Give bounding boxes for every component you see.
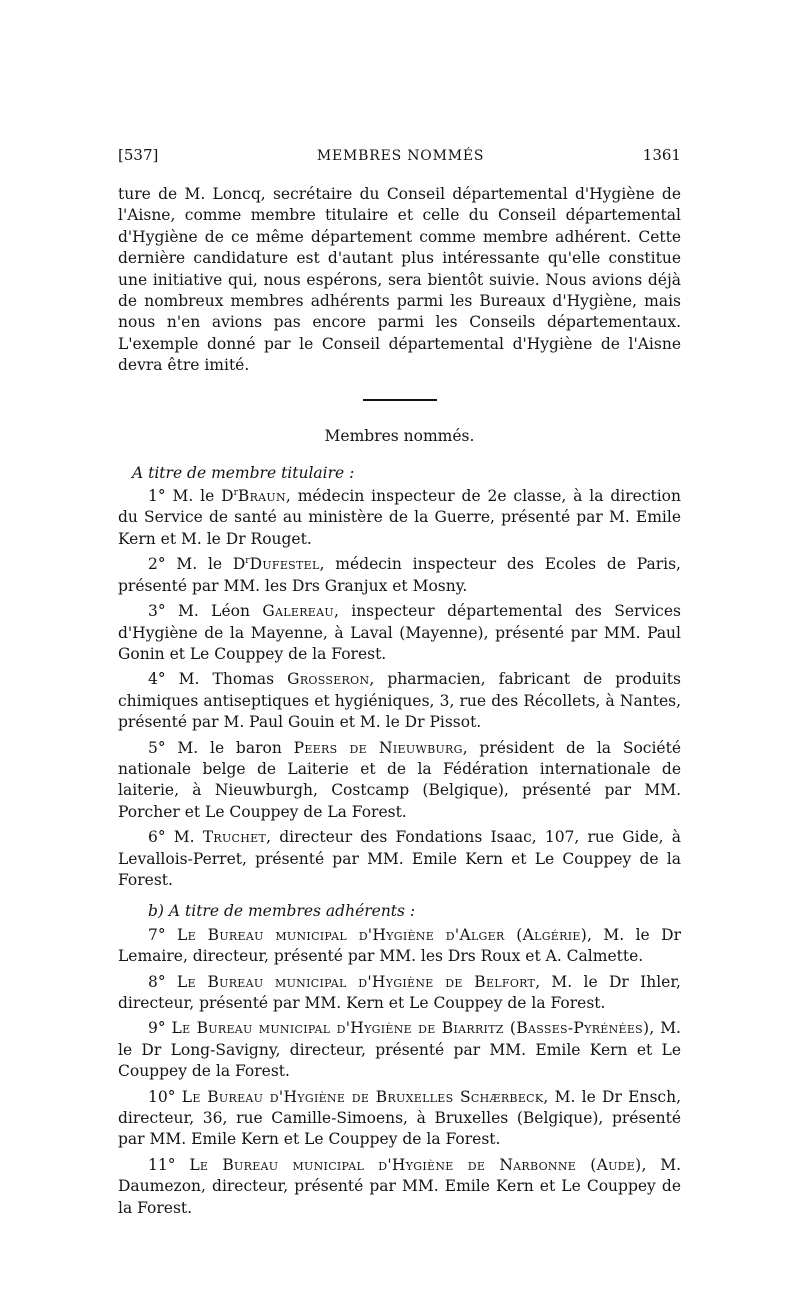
- entry-number: 11°: [148, 1155, 190, 1174]
- entry-name: Le Bureau municipal d'Hygiène de Biarritz (Basses-Pyrénées): [171, 1019, 650, 1038]
- entry-number: 10°: [148, 1087, 182, 1106]
- entry-name: Grosseron: [287, 670, 370, 689]
- entry-number: 4° M. Thomas: [148, 670, 288, 689]
- entry-number: 1° M. le D: [148, 487, 234, 506]
- entry-text: , médecin inspecteur des Ecoles de Paris, présenté par MM. les Drs Granjux et Mosny.: [118, 555, 681, 595]
- entry-text: , M. Daumezon, directeur, présenté par MM. Emile Kern et Le Couppey de la Forest.: [118, 1155, 681, 1217]
- entry-text: , M. le Dr Ensch, directeur, 36, rue Camille-Simoens, à Bruxelles (Belgique), présenté par MM. Emile Kern et Le Couppey de la Forest.: [118, 1087, 682, 1149]
- entry-text: , inspecteur départemental des Services d'Hygiène de la Mayenne, à Laval (Mayenne), présenté par MM. Paul Gonin et Le Couppey de la Forest.: [118, 602, 681, 663]
- entry-name: Le Bureau municipal d'Hygiène de Narbonne (Aude): [189, 1155, 642, 1174]
- entry-text: , M. le Dr Long-Savigny, directeur, présenté par MM. Emile Kern et Le Couppey de la Forest.: [118, 1019, 681, 1081]
- entry-name: Le Bureau municipal d'Hygiène de Belfort: [176, 972, 536, 991]
- section-divider: [363, 399, 437, 401]
- entry-text: , M. le Dr Lemaire, directeur, présenté par MM. les Drs Roux et A. Calmette.: [118, 925, 681, 966]
- entry-name: Le Bureau municipal d'Hygiène d'Alger (Algérie): [177, 925, 588, 944]
- entry-number: 3° M. Léon: [148, 602, 263, 621]
- entry-text: , président de la Société nationale belge de Laiterie et de la Fédération internationale de laiterie, à Nieuwburgh, Costcamp (Belgique), présenté par MM. Porcher et Le Couppey de La Forest.: [118, 738, 681, 821]
- entry-text: , directeur des Fondations Isaac, 107, rue Gide, à Levallois-Perret, présenté par MM. Emile Kern et Le Couppey de la Forest.: [118, 828, 681, 889]
- page-reference: [537]: [118, 146, 159, 164]
- adherents-list: [118, 925, 681, 1219]
- running-title: MEMBRES NOMMÉS: [316, 148, 485, 164]
- running-header: [118, 146, 681, 170]
- entry-superscript: r: [245, 556, 250, 567]
- titulaire-entry: [118, 486, 681, 550]
- entry-name: Le Bureau d'Hygiène de Bruxelles Schærbeck: [181, 1087, 544, 1106]
- entry-name: Braun: [237, 487, 286, 506]
- titulaire-entry: [118, 601, 681, 665]
- adherent-entry: [118, 1155, 681, 1219]
- entry-superscript: r: [233, 487, 238, 498]
- document-page: [118, 146, 681, 1223]
- entry-number: 2° M. le D: [148, 555, 246, 574]
- adherent-entry: [118, 972, 681, 1015]
- entry-number: 9°: [148, 1019, 172, 1038]
- entry-number: 5° M. le baron: [148, 738, 294, 757]
- titulaire-entry: [118, 827, 681, 891]
- entry-name: Truchet: [202, 828, 267, 847]
- entry-name: Dufestel: [249, 555, 320, 574]
- titulaire-entry: [118, 554, 681, 597]
- entry-number: 6° M.: [148, 828, 203, 847]
- entry-number: 8°: [148, 972, 177, 991]
- entry-text: , M. le Dr Ihler, directeur, présenté par MM. Kern et Le Couppey de la Forest.: [118, 972, 681, 1012]
- entry-text: , pharmacien, fabricant de produits chimiques antiseptiques et hygiéniques, 3, rue des Récollets, à Nantes, présenté par M. Paul Gouin et M. le Dr Pissot.: [118, 670, 681, 732]
- adherent-entry: [118, 1087, 681, 1151]
- subheading-titulaire: A titre de membre titulaire :: [132, 463, 355, 482]
- entry-text: , médecin inspecteur de 2e classe, à la direction du Service de santé au ministère de la Guerre, présenté par M. Emile Kern et M. le Dr Rouget.: [118, 487, 681, 548]
- adherent-entry: [118, 1018, 681, 1082]
- titulaire-entry: [118, 738, 681, 824]
- entry-name: Galereau: [262, 602, 334, 621]
- entry-name: Peers de Nieuwburg: [293, 738, 463, 757]
- titulaire-entry: [118, 669, 681, 733]
- adherent-entry: [118, 925, 681, 968]
- intro-paragraph: ture de M. Loncq, secrétaire du Conseil départemental d'Hygiène de l'Aisne, comme membre titulaire et celle du Conseil départemental d'Hygiène de ce même département comme membre adhérent. Cette dernière candidature est d'autant plus intéressante qu'elle constitue une initiative qui, nous espérons, sera bientôt suivie. Nous avions déjà de nombreux membres adhérents parmi les Bureaux d'Hygiène, mais nous n'en avions pas encore parmi les Conseils départementaux. L'exemple donné par le Conseil départemental d'Hygiène de l'Aisne devra être imité.: [118, 185, 681, 375]
- page-number: 1361: [642, 146, 681, 164]
- entry-number: 7°: [148, 925, 178, 944]
- subheading-adherents: b) A titre de membres adhérents :: [148, 902, 416, 921]
- titulaires-list: [118, 486, 681, 891]
- section-title: Membres nommés.: [324, 426, 475, 445]
